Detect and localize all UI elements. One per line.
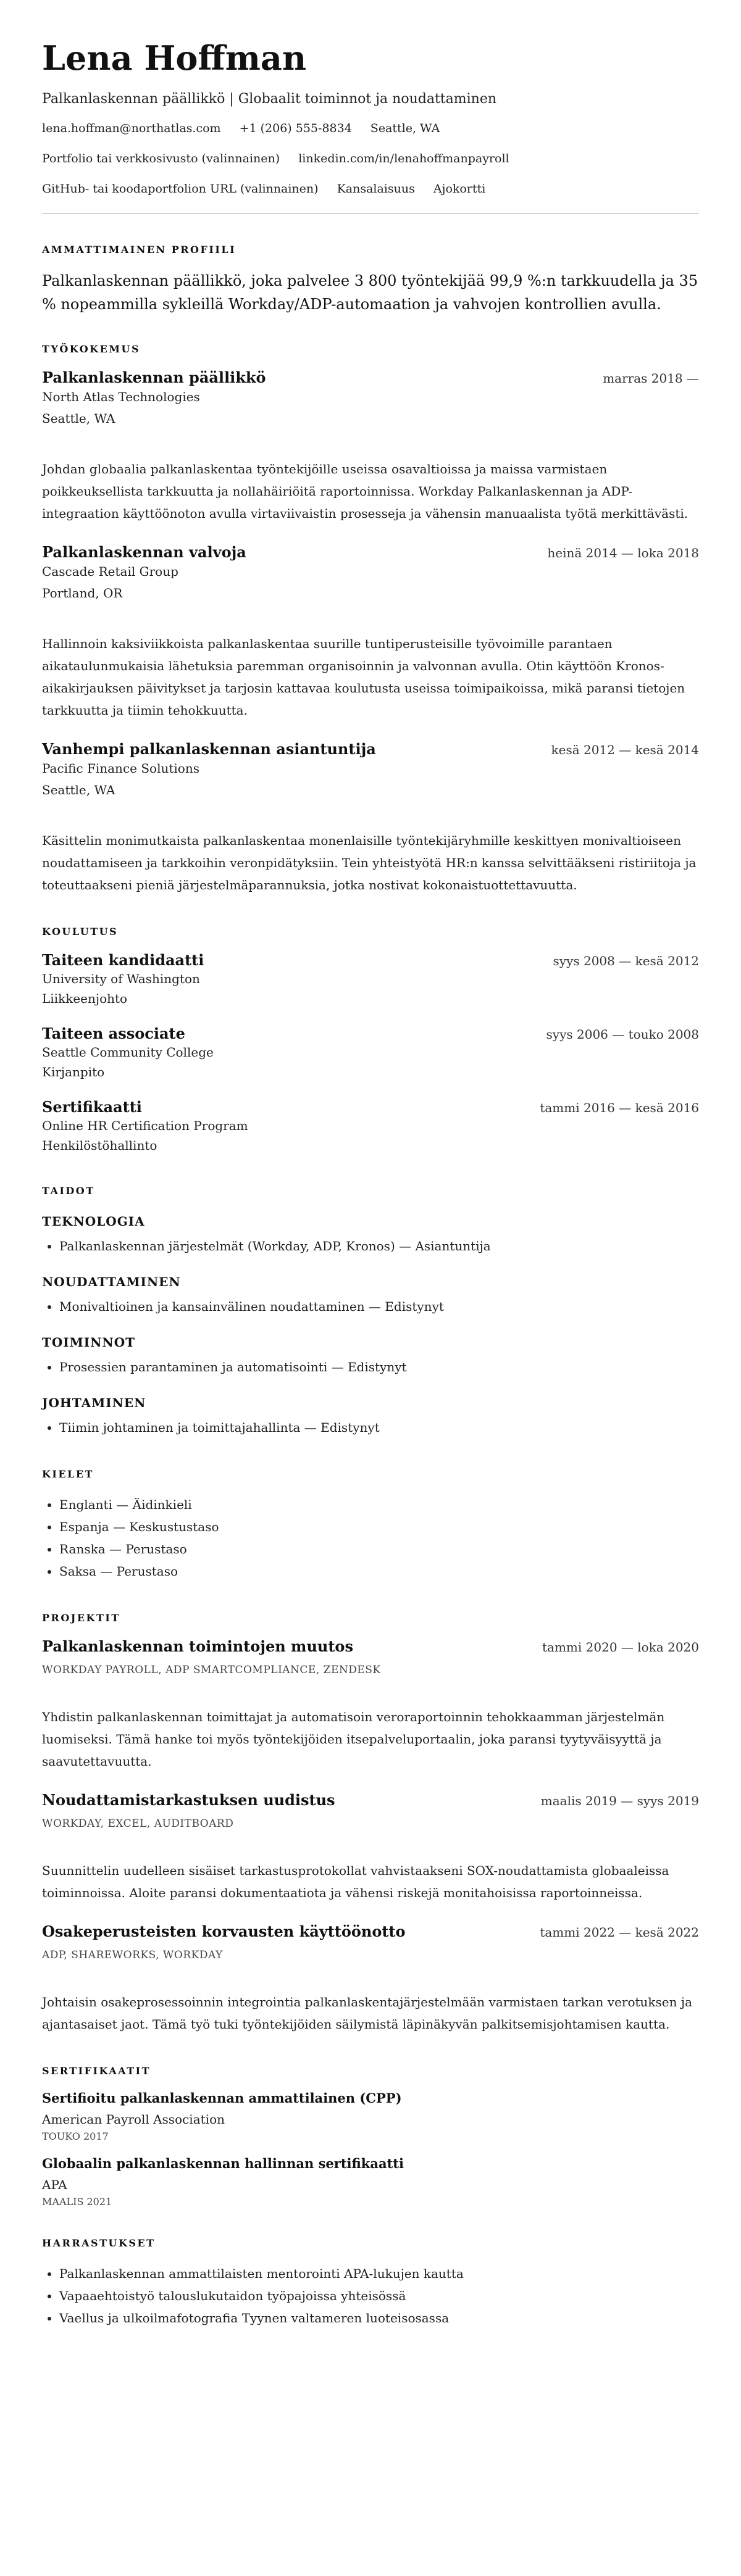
certifications-section (42, 2065, 699, 2208)
school-name: Seattle Community College (42, 1045, 214, 1060)
skill-item: • Palkanlaskennan järjestelmät (Workday, ADP, Kronos) — Asiantuntija (59, 1235, 699, 1257)
section-heading: SERTIFIKAATIT (42, 2065, 151, 2077)
project-title: Osakeperusteisten korvausten käyttöönotto (42, 1922, 406, 1940)
skills-list (42, 1214, 699, 1439)
contact-item: Ajokortti (433, 182, 486, 196)
contact-link[interactable]: Portfolio tai verkkosivusto (valinnainen) (42, 152, 280, 165)
project-dates: tammi 2022 — kesä 2022 (540, 1925, 699, 1940)
entry-header (42, 368, 699, 386)
skill-list (42, 1295, 699, 1318)
contact-info (42, 120, 699, 197)
candidate-name: Lena Hoffman (42, 38, 307, 78)
skill-list (42, 1235, 699, 1257)
certification-entry (42, 2156, 699, 2208)
certification-title: Sertifioitu palkanlaskennan ammattilainen (CPP) (42, 2090, 402, 2106)
project-description: Suunnittelin uudelleen sisäiset tarkastusprotokollat vahvistaakseni SOX-noudattamista globaaleissa toiminnoissa. Aloite paransi dokumentaatiota ja vähensi riskejä monitahoisissa raportoinneissa. (42, 1863, 669, 1900)
language-item: • Englanti — Äidinkieli (59, 1494, 699, 1516)
hobbies-section (42, 2237, 699, 2329)
skill-group-heading: TOIMINNOT (42, 1335, 136, 1350)
language-item: • Saksa — Perustaso (59, 1560, 699, 1582)
education-dates: syys 2006 — touko 2008 (546, 1027, 699, 1042)
job-description: Hallinnoin kaksiviikkoista palkanlaskentaa suurille tuntiperusteisille työvoimille parantaen aikataulunmukaisia lähetuksia paremman organisoinnin ja valvonnan avulla. Otin käyttöön Kronos-aikakirjauksen päivitykset ja tarjosin kattavaa koulutusta useissa toimipaikoissa, mikä paransi tietojen tarkkuutta ja tiimin tehokkuutta. (42, 636, 685, 718)
entry-header (42, 1098, 699, 1116)
section-heading: PROJEKTIT (42, 1612, 120, 1624)
languages-list (42, 1494, 699, 1582)
skill-item: • Prosessien parantaminen ja automatisointi — Edistynyt (59, 1356, 699, 1378)
entry-header (42, 740, 699, 758)
company-name: North Atlas Technologies (42, 389, 200, 404)
project-entry (42, 1922, 699, 2035)
section-heading: HARRASTUKSET (42, 2237, 156, 2249)
project-dates: tammi 2020 — loka 2020 (542, 1640, 699, 1655)
certification-issuer: APA (42, 2177, 67, 2192)
profile-section (42, 244, 699, 316)
education-dates: tammi 2016 — kesä 2016 (540, 1100, 699, 1115)
contact-link[interactable]: lena.hoffman@northatlas.com (42, 122, 221, 135)
resume-header (42, 36, 699, 197)
degree-name: Sertifikaatti (42, 1098, 142, 1116)
contact-row (42, 120, 699, 136)
language-item: • Ranska — Perustaso (59, 1538, 699, 1560)
project-entry (42, 1791, 699, 1904)
field-of-study: Kirjanpito (42, 1065, 105, 1079)
certification-issuer: American Payroll Association (42, 2112, 225, 2127)
job-dates: kesä 2012 — kesä 2014 (551, 742, 699, 757)
hobby-item: • Palkanlaskennan ammattilaisten mentorointi APA-lukujen kautta (59, 2262, 699, 2285)
header-divider (42, 213, 699, 214)
education-dates: syys 2008 — kesä 2012 (553, 954, 699, 968)
entry-header (42, 951, 699, 969)
project-description: Johtaisin osakeprosessoinnin integrointia palkanlaskentajärjestelmään varmistaen tarkan verotuksen ja ajantasaiset jaot. Tämä työ tuki työntekijöiden säilymistä läpinäkyvän palkitsemisjohtamisen kautta. (42, 1995, 693, 2032)
company-name: Pacific Finance Solutions (42, 761, 199, 776)
education-entry (42, 1098, 699, 1155)
project-title: Palkanlaskennan toimintojen muutos (42, 1637, 353, 1655)
project-title: Noudattamistarkastuksen uudistus (42, 1791, 335, 1809)
contact-item: Kansalaisuus (337, 182, 415, 196)
section-heading: KOULUTUS (42, 926, 119, 937)
entry-header (42, 1637, 699, 1655)
job-title: Palkanlaskennan päällikkö (42, 368, 266, 386)
contact-link[interactable]: linkedin.com/in/lenahoffmanpayroll (298, 152, 509, 165)
school-name: University of Washington (42, 971, 200, 986)
degree-name: Taiteen associate (42, 1024, 185, 1042)
projects-list (42, 1637, 699, 2035)
project-dates: maalis 2019 — syys 2019 (540, 1793, 699, 1808)
education-section (42, 926, 699, 1155)
job-location: Portland, OR (42, 586, 123, 600)
certification-date: TOUKO 2017 (42, 2130, 109, 2142)
entry-header (42, 1922, 699, 1940)
education-list (42, 951, 699, 1155)
skill-group-heading: JOHTAMINEN (42, 1395, 146, 1410)
section-heading: TAIDOT (42, 1185, 95, 1197)
section-heading: TYÖKOKEMUS (42, 343, 140, 355)
contact-item: Seattle, WA (370, 122, 440, 135)
entry-header (42, 1791, 699, 1809)
skills-section (42, 1185, 699, 1439)
contact-item: +1 (206) 555-8834 (239, 122, 352, 135)
job-description: Käsittelin monimutkaista palkanlaskentaa monenlaisille työntekijäryhmille keskittyen monivaltioiseen noudattamiseen ja tarkkoihin veronpidätyksiin. Tein yhteistyötä HR:n kanssa selvittääkseni ristiriitoja ja toteuttaakseni pieniä järjestelmäparannuksia, jotka nostivat kokonaistuottettavuutta. (42, 833, 697, 892)
hobby-item: • Vaellus ja ulkoilmafotografia Tyynen valtameren luoteisosassa (59, 2307, 699, 2329)
job-dates: marras 2018 — (603, 371, 699, 386)
project-description: Yhdistin palkanlaskennan toimittajat ja automatisoin veroraportoinnin tehokkaamman järjestelmän luomiseksi. Tämä hanke toi myös työntekijöiden itsepalveluportaalin, joka paransi tyytyväisyyttä ja saavutettavuutta. (42, 1710, 665, 1769)
job-title: Palkanlaskennan valvoja (42, 543, 246, 561)
language-item: • Espanja — Keskustustaso (59, 1516, 699, 1538)
certifications-list (42, 2090, 699, 2208)
education-entry (42, 951, 699, 1008)
profile-summary: Palkanlaskennan päällikkö, joka palvelee 3 800 työntekijää 99,9 %:n tarkkuudella ja 35 % nopeammilla sykleillä Workday/ADP-automaation ja vahvojen kontrollien avulla. (42, 272, 698, 313)
entry-header (42, 1024, 699, 1042)
job-description: Johdan globaalia palkanlaskentaa työntekijöille useissa osavaltioissa ja maissa varmistaen poikkeuksellista tarkkuutta ja nollahäiriöitä raportoinnissa. Workday Palkanlaskennan ja ADP-integraation käyttöönoton avulla virtaviivaistin prosesseja ja vähensin manuaalista työtä merkittävästi. (42, 462, 689, 521)
section-heading: KIELET (42, 1468, 94, 1480)
skill-list (42, 1416, 699, 1439)
hobbies-list (42, 2262, 699, 2329)
experience-entry (42, 740, 699, 896)
contact-row (42, 181, 699, 197)
job-dates: heinä 2014 — loka 2018 (547, 546, 699, 560)
contact-link[interactable]: GitHub- tai koodaportfolion URL (valinnainen) (42, 182, 319, 196)
skill-list (42, 1356, 699, 1378)
skill-item: • Monivaltioinen ja kansainvälinen noudattaminen — Edistynyt (59, 1295, 699, 1318)
degree-name: Taiteen kandidaatti (42, 951, 204, 969)
school-name: Online HR Certification Program (42, 1118, 248, 1133)
project-technologies: ADP, SHAREWORKS, WORKDAY (42, 1949, 223, 1961)
contact-row (42, 151, 699, 167)
projects-section (42, 1612, 699, 2035)
project-technologies: WORKDAY, EXCEL, AUDITBOARD (42, 1818, 234, 1830)
education-entry (42, 1024, 699, 1082)
hobby-item: • Vapaaehtoistyö talouslukutaidon työpajoissa yhteisössä (59, 2285, 699, 2307)
experience-entry (42, 543, 699, 721)
entry-header (42, 543, 699, 561)
experience-entry (42, 368, 699, 525)
certification-entry (42, 2090, 699, 2142)
experience-list (42, 368, 699, 896)
languages-section (42, 1468, 699, 1582)
job-location: Seattle, WA (42, 783, 115, 797)
certification-date: MAALIS 2021 (42, 2196, 112, 2208)
skill-group-heading: TEKNOLOGIA (42, 1214, 145, 1229)
certification-title: Globaalin palkanlaskennan hallinnan sertifikaatti (42, 2156, 404, 2171)
project-entry (42, 1637, 699, 1772)
skill-item: • Tiimin johtaminen ja toimittajahallinta — Edistynyt (59, 1416, 699, 1439)
job-title: Vanhempi palkanlaskennan asiantuntija (42, 740, 376, 758)
section-heading: AMMATTIMAINEN PROFIILI (42, 244, 237, 256)
experience-section (42, 343, 699, 896)
field-of-study: Liikkeenjohto (42, 991, 128, 1006)
project-technologies: WORKDAY PAYROLL, ADP SMARTCOMPLIANCE, ZENDESK (42, 1664, 381, 1676)
job-location: Seattle, WA (42, 411, 115, 426)
candidate-title: Palkanlaskennan päällikkö | Globaalit toiminnot ja noudattaminen (42, 91, 497, 107)
skill-group-heading: NOUDATTAMINEN (42, 1274, 181, 1289)
company-name: Cascade Retail Group (42, 564, 178, 579)
field-of-study: Henkilöstöhallinto (42, 1138, 157, 1153)
